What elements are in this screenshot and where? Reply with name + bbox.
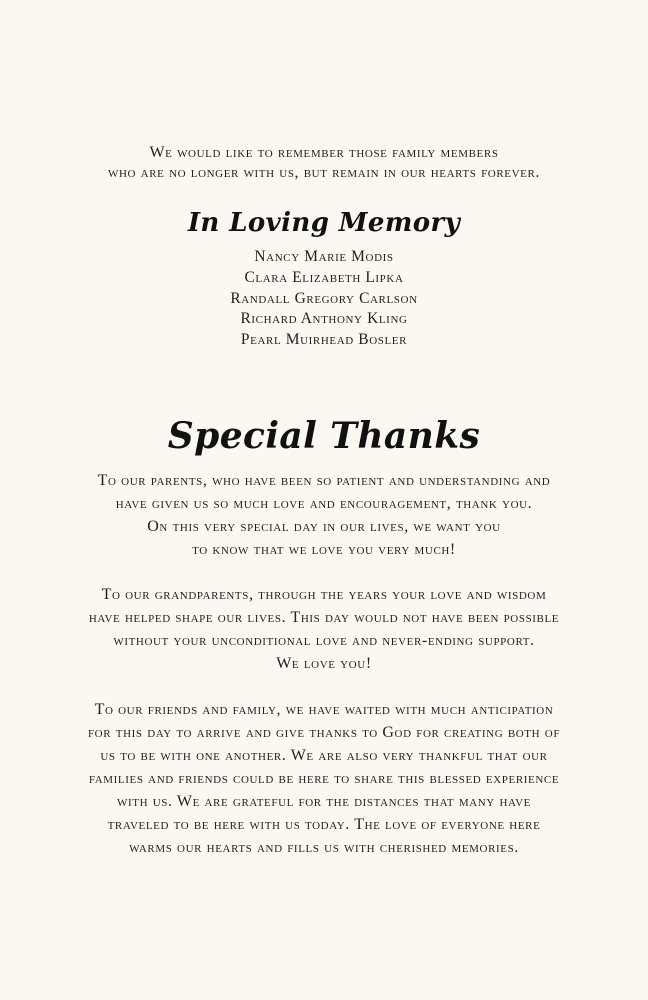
paragraph-line: traveled to be here with us today. The love of everyone here [107,816,541,833]
paragraph-line: We love you! [276,655,372,672]
memorial-name: Pearl Muirhead Bosler [240,331,408,349]
intro-line: We would like to remember those family members [149,144,499,161]
paragraph-line: with us. We are grateful for the distances that many have [117,793,531,810]
remembrance-intro [0,143,648,183]
paragraph-line: to know that we love you very much! [192,541,456,558]
memorial-names-list [0,247,648,351]
paragraph-line: have helped shape our lives. This day would not have been possible [88,609,560,626]
in-loving-memory-heading: In Loving Memory [187,208,461,238]
intro-line: who are no longer with us, but remain in our hearts forever. [108,164,540,181]
thanks-grandparents-paragraph [0,583,648,675]
paragraph-line: To our friends and family, we have waited with much anticipation [94,701,554,718]
paragraph-line: for this day to arrive and give thanks to God for creating both of [87,724,561,741]
paragraph-line: us to be with one another. We are also very thankful that our [100,747,548,764]
memorial-name: Randall Gregory Carlson [230,289,418,307]
paragraph-line: To our parents, who have been so patient and understanding and [97,472,551,489]
paragraph-line: have given us so much love and encouragement, thank you. [115,495,533,512]
thanks-friends-family-paragraph [0,698,648,859]
memorial-name: Nancy Marie Modis [254,248,394,265]
paragraph-line: To our grandparents, through the years your love and wisdom [101,586,547,603]
paragraph-line: without your unconditional love and never-ending support. [113,632,535,649]
memorial-name: Richard Anthony Kling [240,310,408,328]
paragraph-line: On this very special day in our lives, we want you [147,518,501,535]
paragraph-line: families and friends could be here to share this blessed experience [88,770,560,787]
memorial-name: Clara Elizabeth Lipka [244,268,404,286]
paragraph-line: warms our hearts and fills us with cherished memories. [129,839,519,856]
special-thanks-heading: Special Thanks [167,415,481,457]
thanks-parents-paragraph [0,469,648,561]
